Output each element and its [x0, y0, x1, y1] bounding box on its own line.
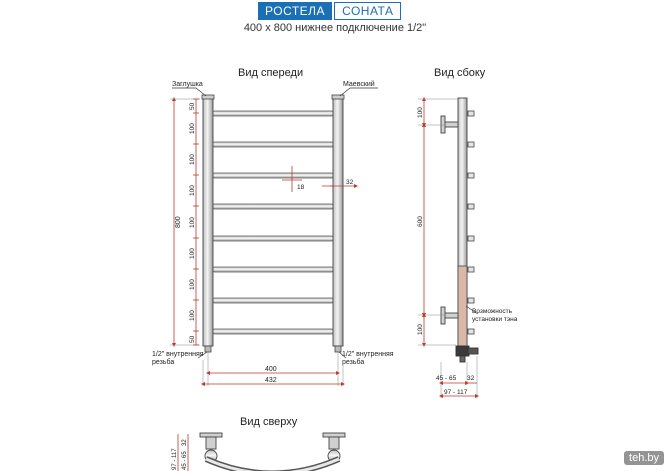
spacing-1: 50	[189, 102, 196, 110]
brand-name: РОСТЕЛА	[258, 2, 332, 20]
left-thread-label-2: резьба	[152, 359, 175, 366]
right-thread-label-2: резьба	[342, 359, 365, 366]
outer-width-dim: 432	[265, 377, 277, 384]
model-name: СОНАТА	[334, 2, 401, 20]
top-dim-b: 32	[182, 439, 188, 446]
side-dim-mid: 600	[417, 216, 424, 227]
air-valve-label: Маевский	[343, 81, 375, 88]
heater-zone	[458, 266, 467, 346]
height-total-dim: 800	[175, 216, 182, 228]
right-pipe	[333, 98, 343, 346]
heater-label-2: установки тэна	[472, 316, 518, 323]
spacing-7: 100	[189, 279, 196, 290]
bar-dim: 18	[297, 184, 305, 191]
left-pipe	[203, 98, 213, 346]
spacing-6: 100	[189, 248, 196, 259]
front-view-title: Вид спереди	[238, 67, 304, 79]
spacing-4: 100	[189, 185, 196, 196]
top-view	[172, 416, 345, 471]
side-depth-pipe: 32	[467, 375, 475, 382]
spacing-2: 100	[189, 123, 196, 134]
watermark: teh.by	[624, 451, 664, 465]
top-dim-a: 97 - 117	[172, 448, 178, 470]
side-depth-small: 45 - 65	[436, 375, 457, 382]
side-depth-total: 97 - 117	[444, 389, 468, 396]
spacing-9: 50	[189, 335, 196, 343]
pipe-dim: 32	[346, 179, 354, 186]
inner-width-dim: 400	[265, 366, 277, 373]
left-thread-label: 1/2" внутренняя	[152, 351, 204, 358]
top-dim-c: 45 - 65	[182, 451, 188, 470]
side-dim-top: 100	[417, 107, 424, 118]
top-view-title: Вид сверху	[240, 416, 298, 428]
right-thread-label: 1/2" внутренняя	[342, 351, 394, 358]
side-dim-bottom: 100	[417, 324, 424, 335]
front-view	[152, 67, 394, 386]
spacing-8: 100	[189, 310, 196, 321]
plug-label: Заглушка	[172, 81, 203, 88]
spacing-3: 100	[189, 154, 196, 165]
side-view-title: Вид сбоку	[434, 67, 486, 79]
crossbars	[212, 111, 334, 334]
spacing-5: 100	[189, 217, 196, 228]
subtitle: 400 х 800 нижнее подключение 1/2"	[243, 22, 427, 34]
heater-label: Возможность	[472, 308, 513, 315]
side-view	[417, 67, 518, 398]
